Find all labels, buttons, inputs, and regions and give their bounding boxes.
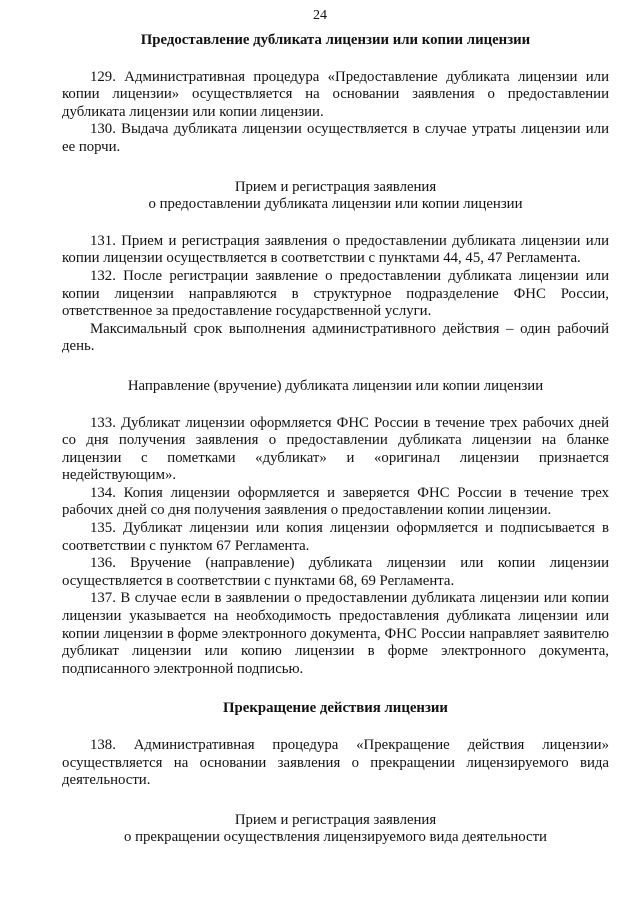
paragraph-135: 135. Дубликат лицензии или копия лицензии оформляется и подписывается в соответствии с пунктом 67 Регламента. [62,520,609,554]
paragraph-133: 133. Дубликат лицензии оформляется ФНС России в течение трех рабочих дней со дня получения заявления о предоставлении дубликата лицензии на бланке лицензии с пометками «дубликат» и «оригинал лицензии признается недействующим». [62,414,609,484]
document-body [62,32,609,847]
paragraph-136: 136. Вручение (направление) дубликата лицензии или копии лицензии осуществляется в соответствии с пунктами 68, 69 Регламента. [62,555,609,589]
page-number: 24 [313,8,327,23]
subsection-title-termination-receipt-line2: о прекращении осуществления лицензируемого вида деятельности [124,829,547,846]
paragraph-max-term: Максимальный срок выполнения административного действия – один рабочий день. [62,320,609,355]
subsection-title-receipt-line1: Прием и регистрация заявления [234,178,437,195]
subsection-title-termination-receipt-line1: Прием и регистрация заявления [234,811,437,828]
paragraph-138: 138. Административная процедура «Прекращение действия лицензии» осуществляется на основании заявления о прекращении лицензируемого вида деятельности. [62,737,609,789]
section-title-termination: Прекращение действия лицензии [223,700,448,717]
paragraph-129: 129. Административная процедура «Предоставление дубликата лицензии или копии лицензии» осуществляется на основании заявления о предоставлении дубликата лицензии или копии лицензии. [62,68,609,120]
subsection-title-delivery: Направление (вручение) дубликата лицензии или копии лицензии [127,377,544,394]
paragraph-131: 131. Прием и регистрация заявления о предоставлении дубликата лицензии или копии лицензии осуществляется в соответствии с пунктами 44, 45, 47 Регламента. [62,232,609,267]
paragraph-130: 130. Выдача дубликата лицензии осуществляется в случае утраты лицензии или ее порчи. [62,121,609,155]
section-title-duplicate: Предоставление дубликата лицензии или копии лицензии [140,32,531,48]
paragraph-137: 137. В случае если в заявлении о предоставлении дубликата лицензии или копии лицензии указывается на необходимость предоставления дубликата лицензии или копии лицензии в форме электронного документа, ФНС России направляет заявителю дубликат лицензии или копию лицензии в форме электронного документа, подписанного электронной подписью. [62,590,609,677]
paragraph-132: 132. После регистрации заявление о предоставлении дубликата лицензии или копии лицензии направляются в структурное подразделение ФНС России, ответственное за предоставление государственной услуги. [62,267,609,320]
subsection-title-receipt-line2: о предоставлении дубликата лицензии или копии лицензии [148,196,523,213]
paragraph-134: 134. Копия лицензии оформляется и заверяется ФНС России в течение трех рабочих дней со дня получения заявления о предоставлении копии лицензии. [62,484,609,519]
